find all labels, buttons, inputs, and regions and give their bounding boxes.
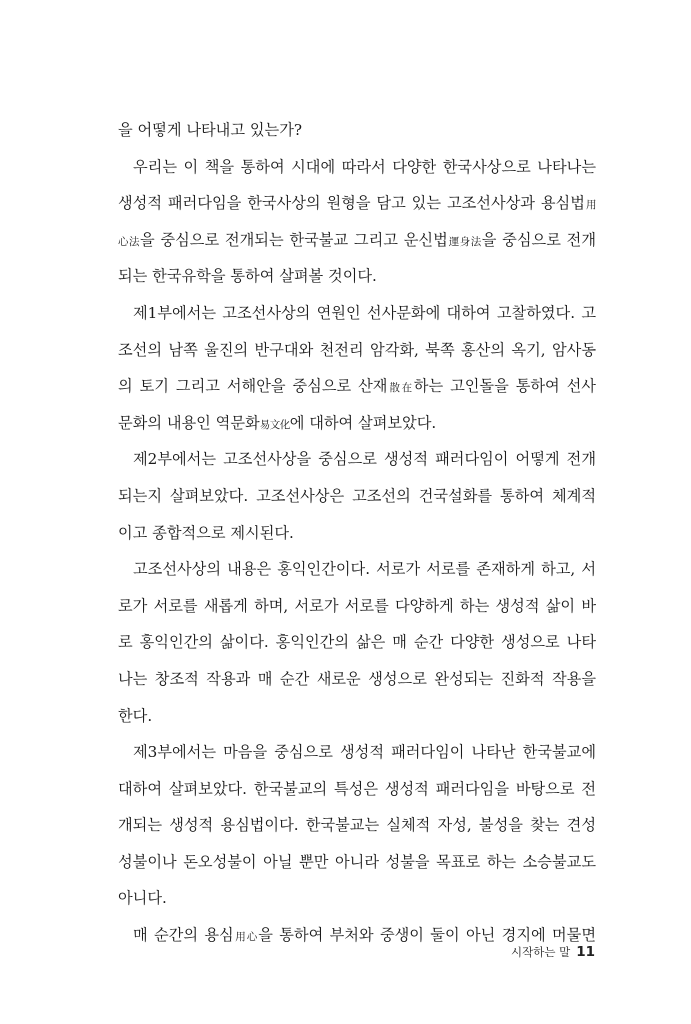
text-line [118,844,596,881]
text-line [118,258,596,295]
text-run: 문화의 내용인 역문화 [118,413,260,432]
text-line [118,149,596,186]
text-run: 개되는 생성적 용심법이다. 한국불교는 실체적 자성, 불성을 찾는 견성 [118,816,596,835]
text-run: 을 중심으로 전개되는 한국불교 그리고 운신법 [139,230,448,249]
text-line [118,405,596,442]
hanja-gloss: 運身法 [447,235,482,248]
text-run: 아니다. [118,889,167,908]
hanja-gloss: 散在 [387,382,414,395]
text-run: 제2부에서는 고조선사상을 중심으로 생성적 패러다임이 어떻게 전개 [133,450,596,469]
text-line [118,661,596,698]
page-number: 11 [576,944,595,960]
text-line [118,771,596,808]
text-run: 의 토기 그리고 서해안을 중심으로 산재 [118,377,388,396]
text-line [118,515,596,552]
text-run: 제1부에서는 고조선사상의 연원인 선사문화에 대하여 고찰하였다. 고 [133,303,596,322]
body-text [118,112,596,954]
text-run: 에 대하여 살펴보았다. [289,413,437,432]
text-run: 조선의 남쪽 울진의 반구대와 천전리 암각화, 북쪽 홍산의 옥기, 암사동 [118,340,596,359]
running-title: 시작하는 말 [511,945,571,959]
text-line [118,295,596,332]
text-run: 고조선사상의 내용은 홍익인간이다. 서로가 서로를 존재하게 하고, 서 [133,560,596,579]
text-line [118,441,596,478]
text-line [118,624,596,661]
hanja-gloss: 易文化 [259,418,290,431]
hanja-gloss: 用 [584,199,596,212]
text-run: 로 홍익인간의 삶이다. 홍익인간의 삶은 매 순간 다양한 생성으로 나타 [118,633,596,652]
text-line [118,734,596,771]
text-run: 되는 한국유학을 통하여 살펴볼 것이다. [118,267,377,286]
text-run: 대하여 살펴보았다. 한국불교의 특성은 생성적 패러다임을 바탕으로 전 [118,779,596,798]
text-run: 한다. [118,706,153,725]
text-line [118,222,596,259]
text-line [118,880,596,917]
text-run: 을 통하여 부처와 중생이 둘이 아닌 경지에 머물면 [258,926,597,945]
text-line [118,185,596,222]
text-line [118,368,596,405]
text-run: 을 중심으로 전개 [481,230,597,249]
text-run: 하는 고인돌을 통하여 선사 [413,377,596,396]
text-line [118,698,596,735]
text-run: 이고 종합적으로 제시된다. [118,523,294,542]
text-run: 우리는 이 책을 통하여 시대에 따라서 다양한 한국사상으로 나타나는 [133,157,596,176]
text-line [118,112,596,149]
hanja-gloss: 用心 [233,931,259,944]
text-run: 로가 서로를 새롭게 하며, 서로가 서로를 다양하게 하는 생성적 삶이 바 [118,596,596,615]
text-run: 되는지 살펴보았다. 고조선사상은 고조선의 건국설화를 통하여 체계적 [118,486,596,505]
text-run: 성불이나 돈오성불이 아닐 뿐만 아니라 성불을 목표로 하는 소승불교도 [118,852,596,871]
page-footer [511,944,595,960]
text-line [118,807,596,844]
text-line [118,332,596,369]
text-line [118,588,596,625]
text-run: 을 어떻게 나타내고 있는가? [118,121,303,139]
text-line [118,478,596,515]
hanja-gloss: 心法 [118,235,140,248]
text-run: 나는 창조적 작용과 매 순간 새로운 생성으로 완성되는 진화적 작용을 [118,669,596,688]
text-run: 매 순간의 용심 [133,926,234,945]
text-run: 제3부에서는 마음을 중심으로 생성적 패러다임이 나타난 한국불교에 [133,743,596,762]
text-run: 생성적 패러다임을 한국사상의 원형을 담고 있는 고조선사상과 용심법 [118,194,585,213]
text-line [118,551,596,588]
